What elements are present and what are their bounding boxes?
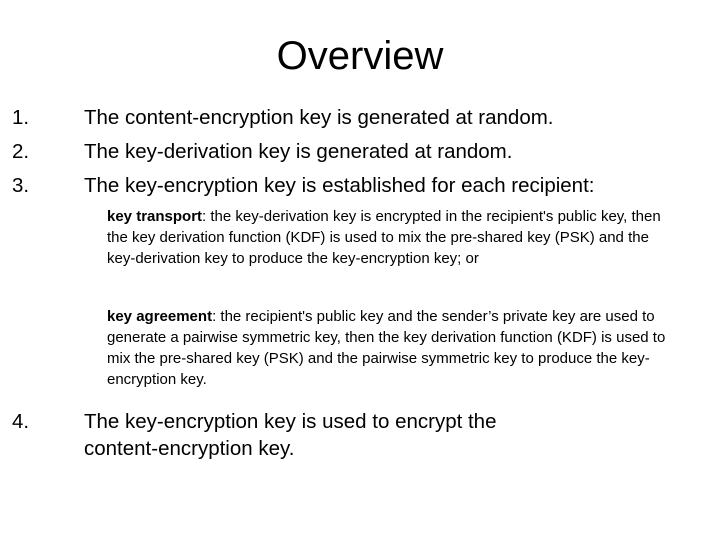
slide-title: Overview <box>276 34 444 78</box>
list-text: The key-encryption key is established for each recipient: <box>84 174 595 197</box>
subitem-key-agreement <box>107 306 667 390</box>
list-item-1 <box>12 104 702 131</box>
list-text: The content-encryption key is generated at random. <box>84 106 554 129</box>
list-item-2 <box>12 138 702 165</box>
list-item-4 <box>12 408 702 462</box>
subitem-key-transport <box>107 206 667 269</box>
list-number: 3. <box>12 174 30 197</box>
list-text: The key-derivation key is generated at random. <box>84 140 513 163</box>
list-number: 2. <box>12 140 30 163</box>
subitem-term: key transport <box>107 208 203 225</box>
subitem-text: : the recipient's public key and the sender’s private key are used to generate a pairwise symmetric key, then the key derivation function (KDF) is used to mix the pre-shared key (PSK) and the pairwise symmetric key to produce the key-encryption key. <box>107 308 666 388</box>
subitem-text: : the key-derivation key is encrypted in the recipient's public key, then the key derivation function (KDF) is used to mix the pre-shared key (PSK) and the key-derivation key to produce the key-encryption key; or <box>107 208 661 267</box>
list-item-3 <box>12 172 702 199</box>
list-number: 4. <box>12 410 30 433</box>
list-text: The key-encryption key is used to encrypt the content-encryption key. <box>84 410 497 460</box>
subitem-term: key agreement <box>107 308 213 325</box>
list-number: 1. <box>12 106 30 129</box>
